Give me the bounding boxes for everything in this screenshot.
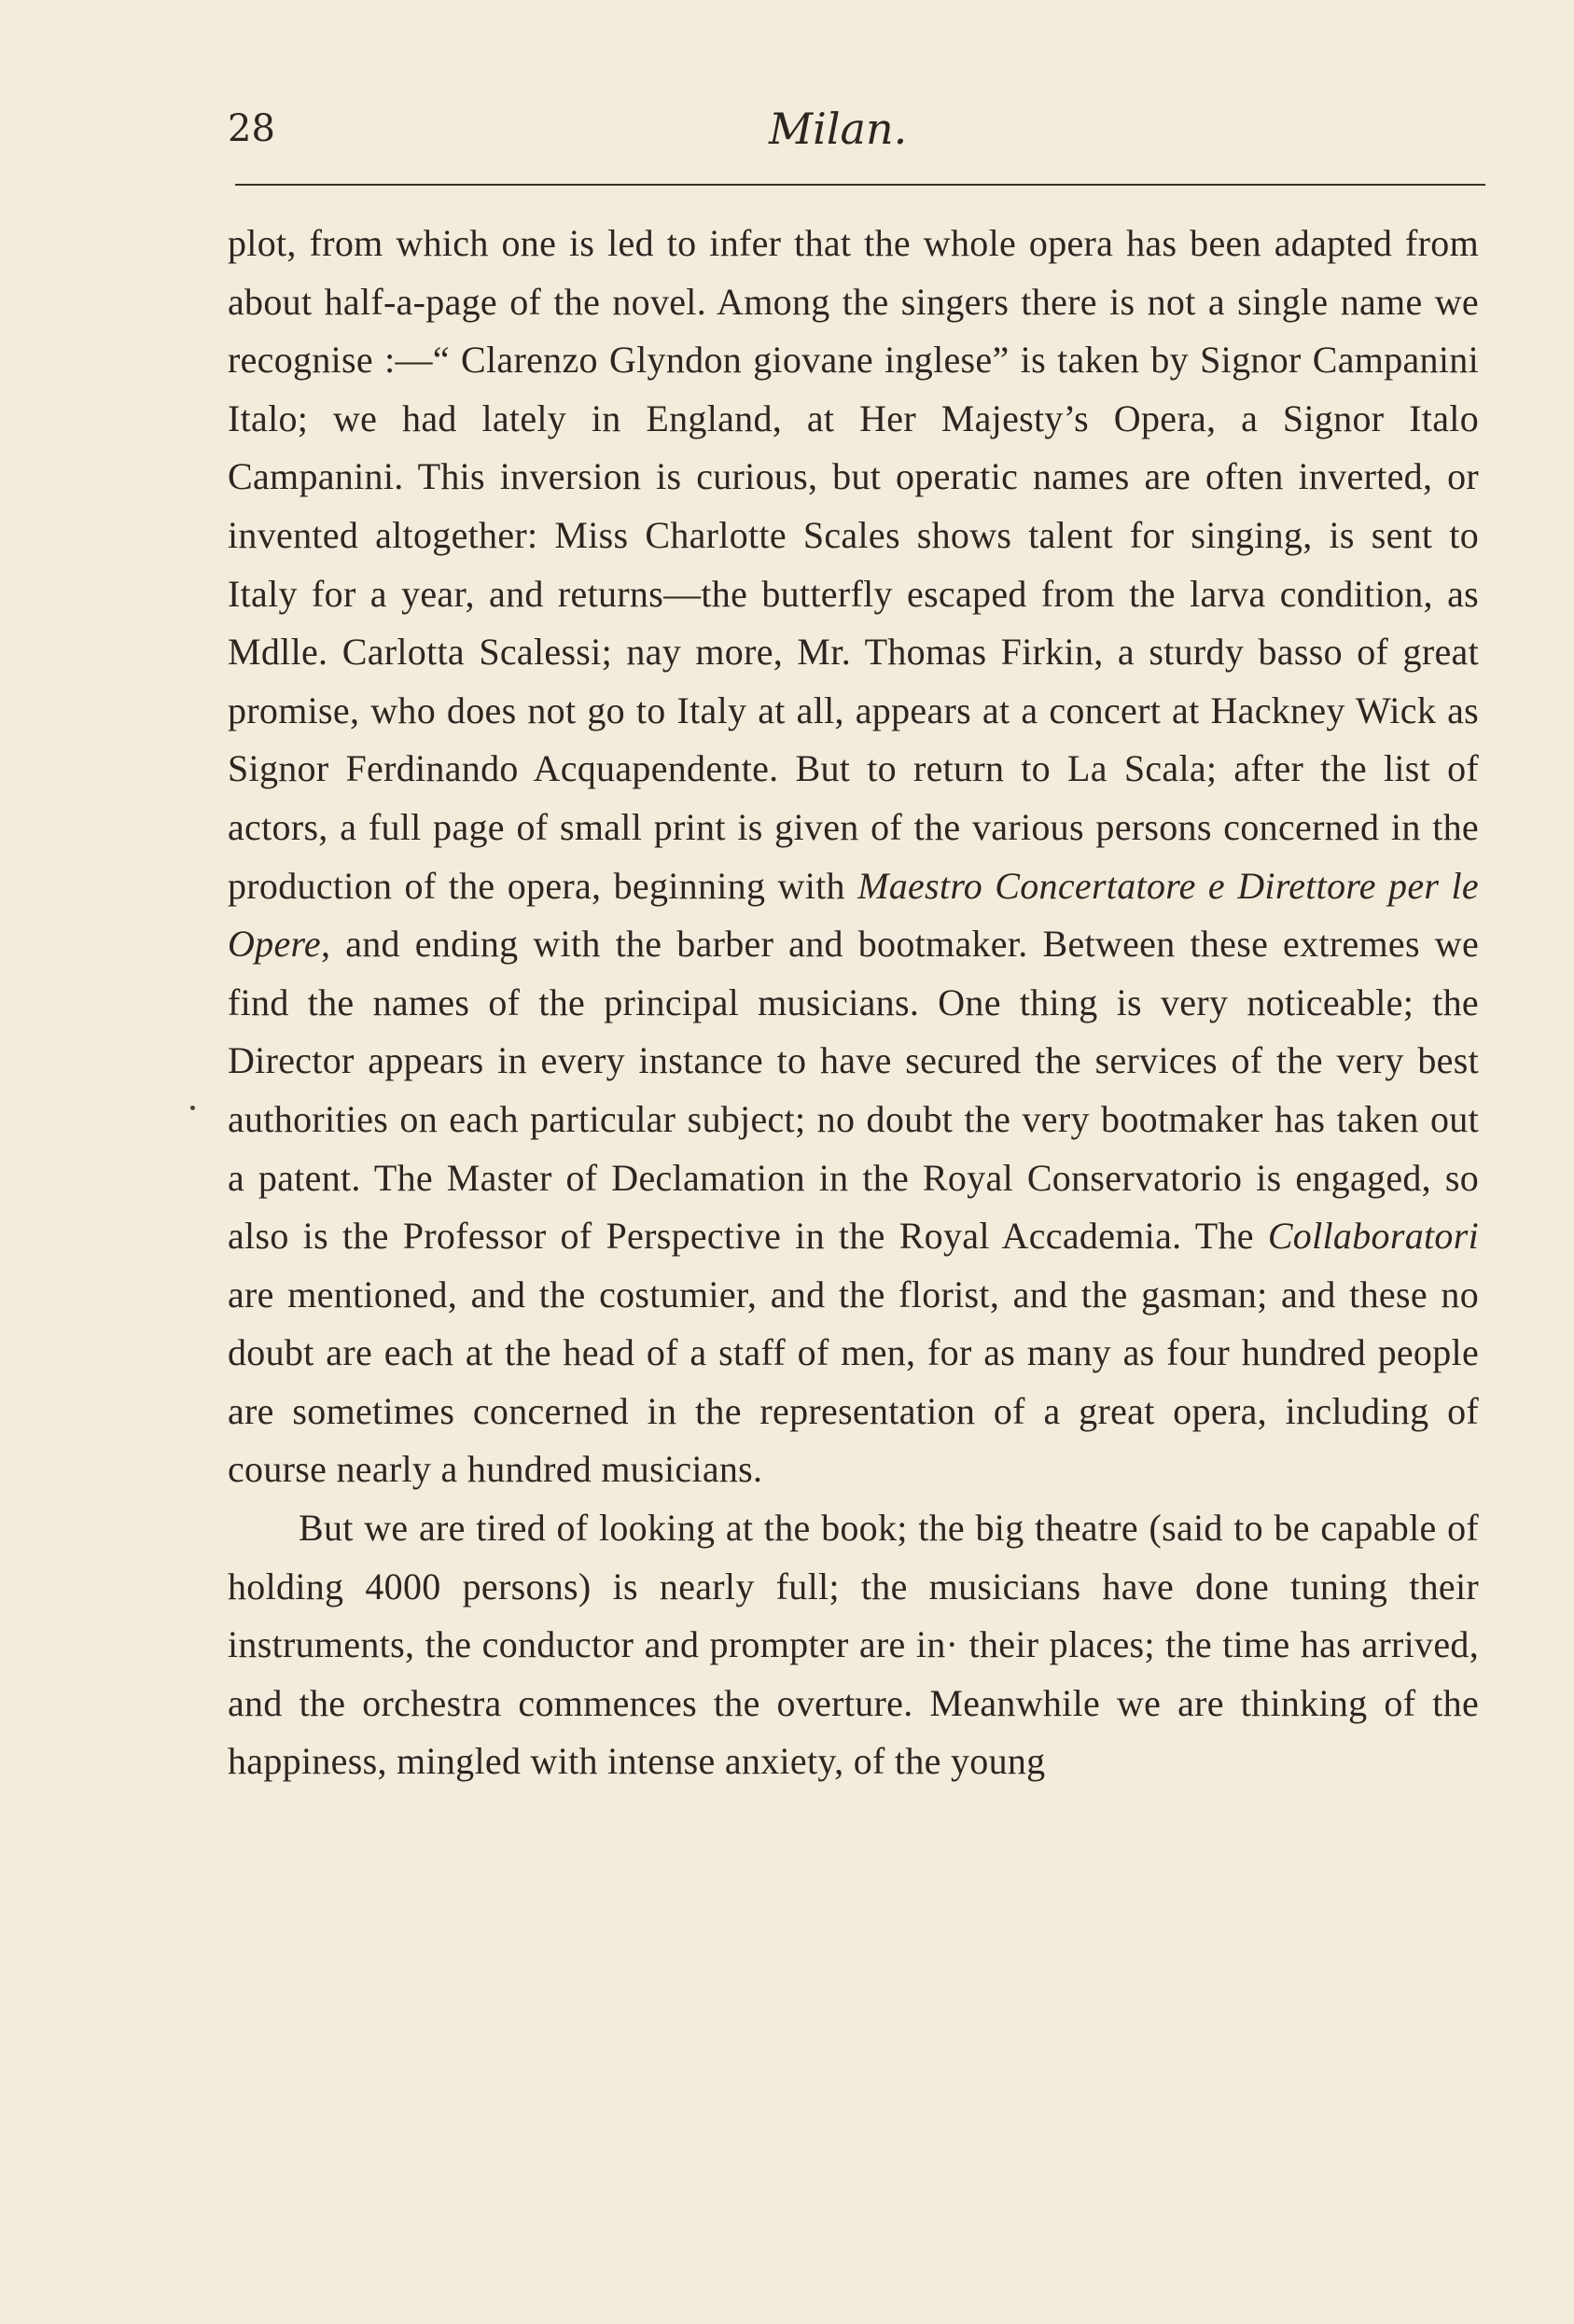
page-header [228, 101, 1492, 166]
margin-mark [190, 1106, 195, 1110]
header-rule [235, 184, 1485, 186]
running-title: Milan. [769, 104, 908, 154]
body-text [228, 215, 1479, 1791]
page-number: 28 [228, 107, 275, 150]
paragraph-text: are mentioned, and the costumier, and the florist, and the gasman; and these no doubt are each at the head of a staff of men, for as many as four hundred people are sometimes concerned in the representation of a great opera, including of course nearly a hundred musicians. [228, 1273, 1479, 1491]
paragraph-text: , and ending with the barber and bootmaker. Between these extremes we find the names of the principal musicians. One thing is very noticeable; the Director appears in every instance to have secured the services of the very best authorities on each particular subject; no doubt the very bootmaker has taken out a patent. The Master of Declamation in the Royal Conservatorio is engaged, so also is the Professor of Perspective in the Royal Accademia. The [228, 923, 1479, 1258]
paragraph [228, 215, 1479, 1499]
paragraph-text: plot, from which one is led to infer that the whole opera has been adapted from about half-a-page of the novel. Among the singers there is not a single name we recognise :—“ Clarenzo Glyndon giovane inglese” is taken by Signor Campanini Italo; we had lately in England, at Her Majesty’s Opera, a Signor Italo Campanini. This inversion is curious, but operatic names are often inverted, or invented altogether: Miss Charlotte Scales shows talent for singing, is sent to Italy for a year, and returns—the butterfly escaped from the larva condition, as Mdlle. Carlotta Scalessi; nay more, Mr. Thomas Firkin, a sturdy basso of great promise, who does not go to Italy at all, appears at a concert at Hackney Wick as Signor Ferdinando Acquapendente. But to return to La Scala; after the list of actors, a full page of small print is given of the various persons concerned in the production of the opera, beginning with [228, 222, 1479, 907]
paragraph: But we are tired of looking at the book; the big theatre (said to be capable of holding 4000 persons) is nearly full; the musicians have done tuning their instruments, the conductor and prompter are in· their places; the time has arrived, and the orchestra commences the overture. Meanwhile we are thinking of the happiness, mingled with intense anxiety, of the young [228, 1507, 1479, 1783]
italic-phrase: Maestro Concertatore e Direttore per le Opere [228, 864, 1479, 966]
italic-phrase: Collaboratori [1267, 1215, 1479, 1258]
